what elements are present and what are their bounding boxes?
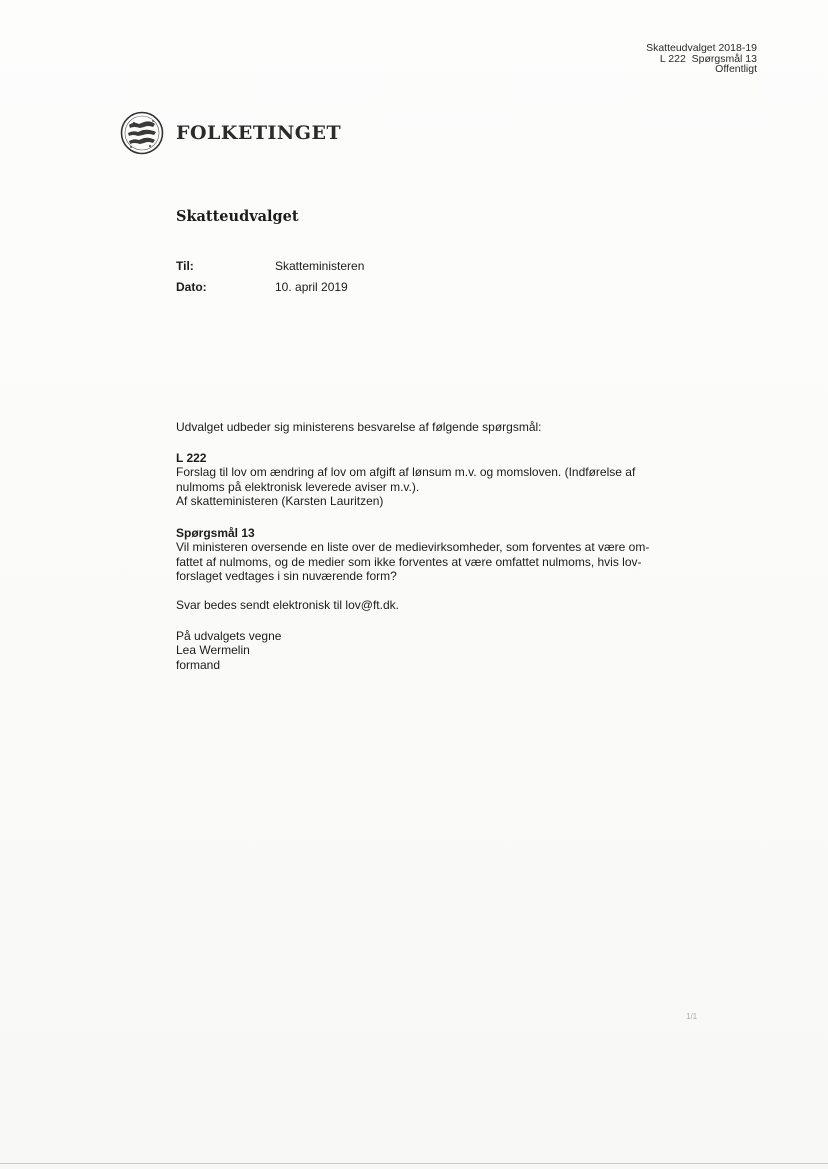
bill-title-line-2: nulmoms på elektronisk leverede aviser m.v.). bbox=[176, 479, 420, 494]
intro-text: Udvalget udbeder sig ministerens besvarelse af følgende spørgsmål: bbox=[176, 420, 542, 434]
royal-seal-icon bbox=[120, 111, 164, 155]
question-title: Spørgsmål 13 bbox=[176, 526, 255, 540]
bill-number: L 222 bbox=[176, 451, 207, 465]
page-number: 1/1 bbox=[686, 1012, 698, 1021]
recipient-info bbox=[176, 255, 364, 297]
question-line-1: Vil ministeren oversende en liste over de medievirksomheder, som forventes at være om- bbox=[176, 540, 650, 555]
reference-line-3: Offentligt bbox=[715, 63, 757, 75]
bill-title-line-1: Forslag til lov om ændring af lov om afgift af lønsum m.v. og momsloven. (Indførelse af bbox=[176, 465, 636, 480]
to-label: Til: bbox=[176, 258, 194, 273]
page-bottom-edge bbox=[0, 1163, 828, 1164]
question-section bbox=[176, 526, 649, 584]
date-row bbox=[176, 276, 364, 297]
bill-proposer: Af skatteministeren (Karsten Lauritzen) bbox=[176, 494, 384, 509]
date-value: 10. april 2019 bbox=[275, 279, 348, 294]
bill-section bbox=[176, 451, 635, 509]
reply-instruction: Svar bedes sendt elektronisk til lov@ft.dk. bbox=[176, 598, 399, 612]
signature-role: formand bbox=[176, 657, 221, 672]
question-line-3: forslaget vedtages i sin nuværende form? bbox=[176, 569, 397, 584]
signature-block bbox=[176, 629, 281, 672]
folketinget-logo bbox=[120, 111, 341, 155]
to-row bbox=[176, 255, 364, 276]
to-value: Skatteministeren bbox=[275, 258, 365, 273]
question-line-2: fattet af nulmoms, og de medier som ikke forventes at være omfattet nulmoms, hvis lov- bbox=[176, 554, 642, 569]
logo-text: FOLKETINGET bbox=[176, 122, 342, 144]
reference-line-2: L 222 Spørgsmål 13 bbox=[659, 52, 757, 65]
date-label: Dato: bbox=[176, 279, 207, 294]
committee-heading: Skatteudvalget bbox=[176, 208, 299, 225]
document-reference bbox=[646, 43, 757, 75]
signature-name: Lea Wermelin bbox=[176, 643, 250, 658]
signature-on-behalf: På udvalgets vegne bbox=[176, 629, 282, 643]
reference-line-1: Skatteudvalget 2018-19 bbox=[646, 42, 757, 54]
